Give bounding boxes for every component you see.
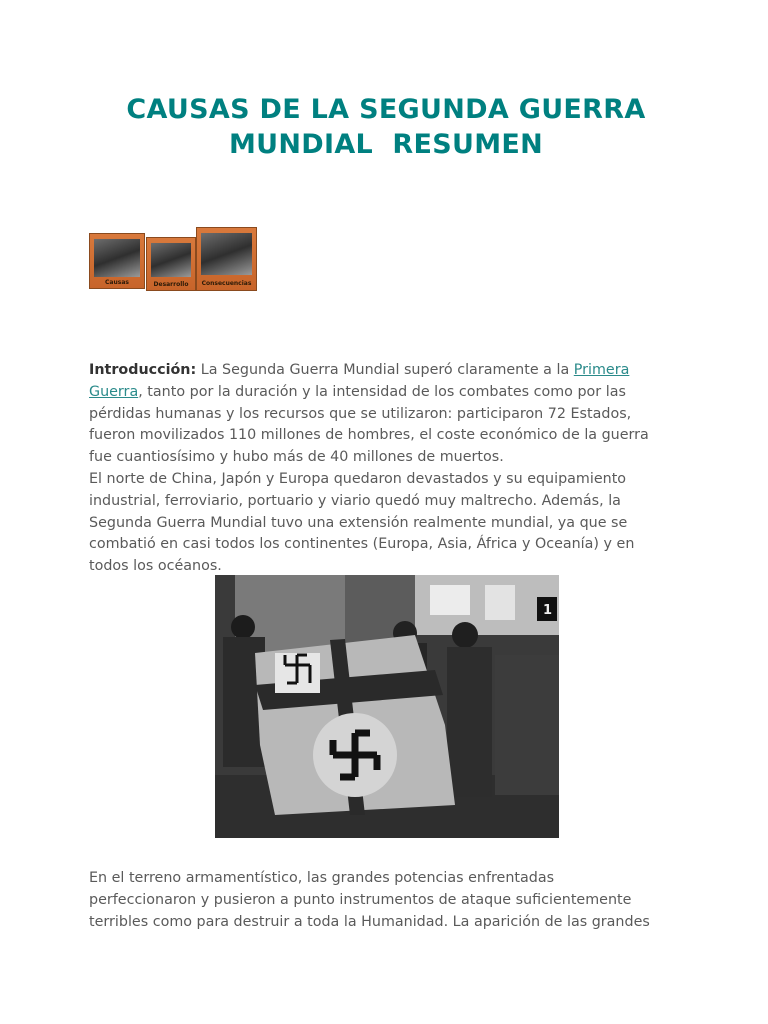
intro-line-5: fue cuantiosísimo y hubo más de 40 millones de muertos. [89,449,504,466]
intro-label: Introducción: [89,362,197,378]
photo-sign: 1 [543,603,553,618]
intro-line-7: industrial, ferroviario, portuario y viario quedó muy maltrecho. Además, la [89,492,621,509]
banner-panel-consecuencias[interactable] [196,227,257,291]
intro-line-1-text: La Segunda Guerra Mundial superó claramente a la [200,362,574,378]
photo-illustration [215,575,559,838]
consecuencias-photo [201,233,252,275]
primera-guerra-link-1[interactable]: Primera [573,362,630,378]
armament-line-2: perfeccionaron y pusieron a punto instrumentos de ataque suficientemente [89,891,632,908]
title-line-1: CAUSAS DE LA SEGUNDA GUERRA [126,94,646,125]
section-banner[interactable] [89,227,257,292]
intro-line-1 [89,360,689,382]
desarrollo-photo [151,243,191,277]
armament-paragraph [89,868,689,933]
intro-line-2-text: , tanto por la duración y la intensidad de los combates como por las [138,383,626,400]
banner-caption-causas: Causas [105,279,129,286]
banner-caption-consecuencias: Consecuencias [201,280,252,287]
banner-panel-desarrollo[interactable] [146,237,196,291]
intro-line-8: Segunda Guerra Mundial tuvo una extensión realmente mundial, ya que se [89,514,628,531]
intro-line-10: todos los océanos. [89,558,222,575]
banner-caption-desarrollo: Desarrollo [153,281,189,288]
armament-line-3: terribles como para destruir a toda la Humanidad. La aparición de las grandes [89,913,650,930]
intro-paragraph [89,360,689,578]
primera-guerra-link-2[interactable]: Guerra [89,383,139,400]
intro-line-2 [89,382,689,404]
historical-photo [215,575,559,838]
causas-photo [94,239,140,277]
intro-line-4: fueron movilizados 110 millones de hombres, el coste económico de la guerra [89,427,649,444]
page-title [60,92,712,162]
intro-line-6: El norte de China, Japón y Europa quedaron devastados y su equipamiento [89,470,627,487]
intro-line-9: combatió en casi todos los continentes (Europa, Asia, África y Oceanía) y en [89,536,635,553]
banner-panel-causas[interactable] [89,233,145,289]
armament-line-1: En el terreno armamentístico, las grandes potencias enfrentadas [89,870,555,886]
intro-line-3: pérdidas humanas y los recursos que se utilizaron: participaron 72 Estados, [89,405,632,422]
title-line-2: MUNDIAL RESUMEN [228,129,544,160]
